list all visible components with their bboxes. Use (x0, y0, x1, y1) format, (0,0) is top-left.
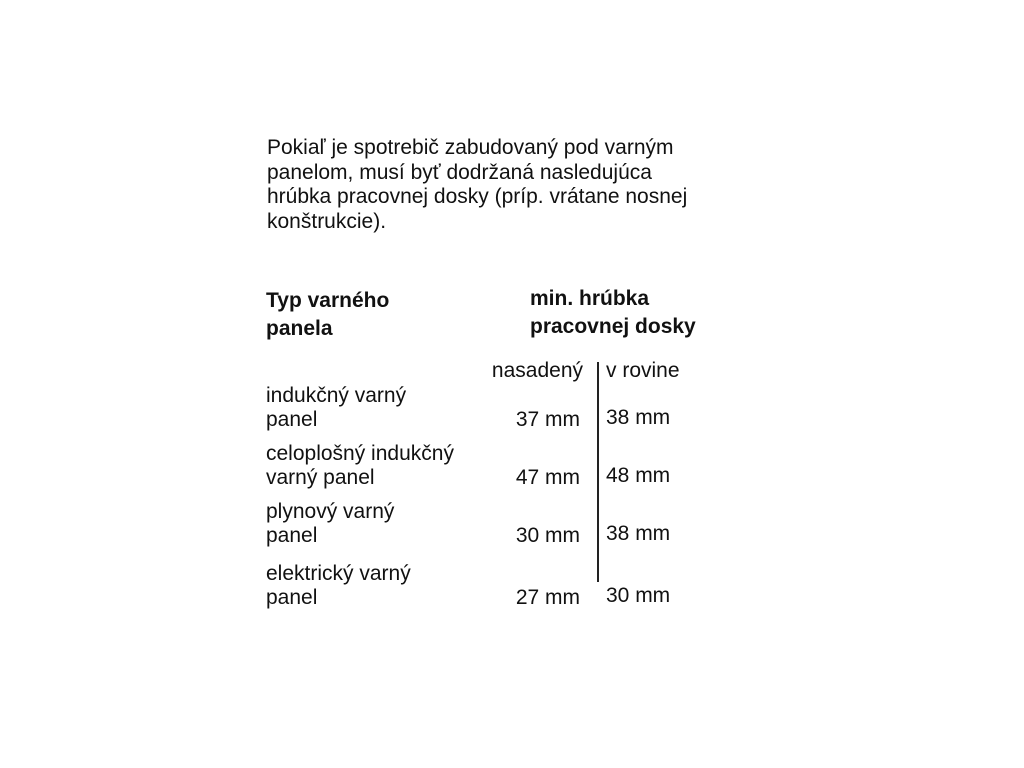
flush-thickness: 30 mm (606, 584, 671, 607)
column-header-type-line: Typ varného (266, 289, 390, 312)
column-divider (597, 362, 599, 582)
column-header-thickness-line: min. hrúbka (530, 287, 650, 310)
hob-type (266, 384, 406, 432)
column-header-type-line: panela (266, 317, 333, 340)
hob-type (266, 562, 411, 610)
mounted-thickness: 47 mm (515, 466, 580, 489)
mounted-thickness: 37 mm (515, 408, 580, 431)
flush-thickness: 48 mm (606, 464, 671, 487)
hob-type-line: panel (266, 586, 318, 609)
intro-line: konštrukcie). (267, 209, 387, 233)
hob-type-line: elektrický varný (266, 562, 411, 585)
hob-type (266, 500, 394, 548)
column-header-type (266, 287, 389, 343)
flush-thickness: 38 mm (606, 522, 671, 545)
flush-thickness: 38 mm (606, 406, 671, 429)
hob-type-line: varný panel (266, 466, 375, 489)
hob-type-line: plynový varný (266, 500, 395, 523)
mounted-thickness: 27 mm (515, 586, 580, 609)
hob-type-line: panel (266, 408, 318, 431)
column-header-thickness-line: pracovnej dosky (530, 315, 696, 338)
subheader-flush: v rovine (606, 359, 680, 382)
column-header-thickness (530, 285, 696, 341)
intro-paragraph (267, 136, 767, 234)
mounted-thickness: 30 mm (515, 524, 580, 547)
intro-line: panelom, musí byť dodržaná nasledujúca (267, 160, 652, 184)
intro-line: hrúbka pracovnej dosky (príp. vrátane nosnej (267, 185, 688, 208)
hob-type-line: indukčný varný (266, 384, 407, 407)
hob-type-line: celoplošný indukčný (266, 442, 454, 465)
subheader-mounted: nasadený (491, 359, 583, 382)
hob-type-line: panel (266, 524, 318, 547)
hob-type (266, 442, 454, 490)
intro-line: Pokiaľ je spotrebič zabudovaný pod varným (267, 136, 674, 159)
